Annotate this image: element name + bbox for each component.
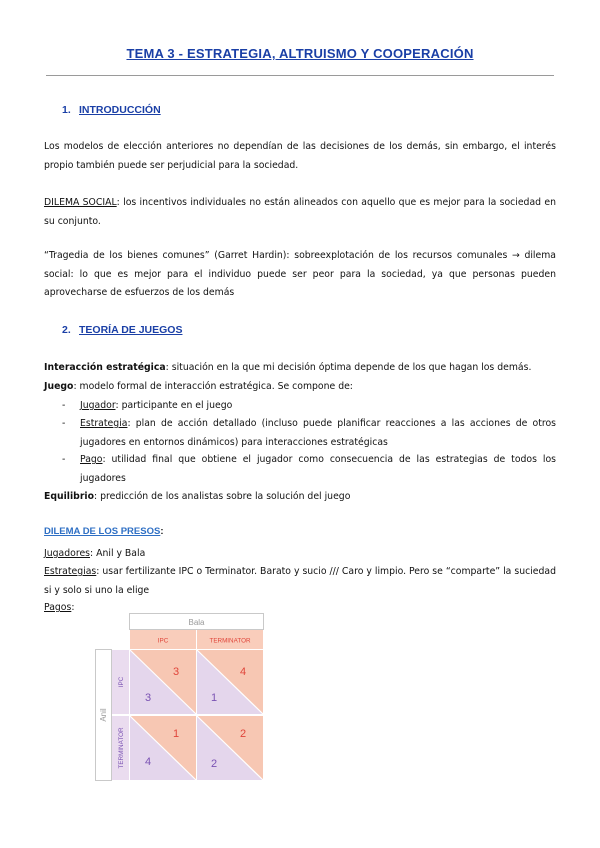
estrategias-label: Estrategias <box>44 566 97 577</box>
list-item-label: Jugador <box>80 400 116 411</box>
list-item-label: Pago <box>80 454 103 465</box>
payoff-bala: 4 <box>239 666 247 678</box>
row-header-terminator: TERMINATOR <box>118 727 125 769</box>
equilibrio-line <box>44 488 556 507</box>
row-player-label: Anil <box>99 708 108 722</box>
list-dash: - <box>62 418 66 429</box>
payoff-anil: 4 <box>144 756 152 768</box>
cell-terminator-ipc <box>130 716 196 780</box>
dilema-presos-colon: : <box>160 526 164 537</box>
pagos-label: Pagos <box>44 602 72 613</box>
interaccion-label: Interacción estratégica <box>44 362 166 373</box>
payoff-bala: 1 <box>172 728 180 740</box>
row-header-ipc: IPC <box>118 676 125 688</box>
dilema-social-text: : los incentivos individuales no están alineados con aquello que es mejor para la sociedad en su conjunto. <box>44 197 556 227</box>
estrategias-text: : usar fertilizante IPC o Terminator. Barato y sucio /// Caro y limpio. Pero se “comparte” la suciedad si y solo si uno la elige <box>44 566 556 596</box>
jugadores-text: : Anil y Bala <box>90 548 146 559</box>
section-title: INTRODUCCIÓN <box>79 104 161 116</box>
payoff-bala: 2 <box>239 728 247 740</box>
col-header-terminator: TERMINATOR <box>209 637 251 645</box>
estrategias-line <box>44 563 556 600</box>
juego-line <box>44 378 556 397</box>
section-heading-introduccion <box>62 104 161 116</box>
section-number: 2. <box>62 324 71 336</box>
title-divider <box>46 75 554 76</box>
jugadores-label: Jugadores <box>44 548 91 559</box>
section-title: TEORÍA DE JUEGOS <box>79 324 183 336</box>
page-title: TEMA 3 - ESTRATEGIA, ALTRUISMO Y COOPERACIÓN <box>126 46 474 61</box>
cell-ipc-ipc <box>130 650 196 714</box>
cell-terminator-terminator <box>197 716 263 780</box>
section-number: 1. <box>62 104 71 116</box>
payoff-bala: 3 <box>172 666 180 678</box>
list-item-text: : utilidad final que obtiene el jugador como consecuencia de las estrategias de todos los jugadores <box>80 454 556 484</box>
payoff-matrix <box>95 613 264 781</box>
list-item-text: : participante en el juego <box>115 400 233 411</box>
equilibrio-text: : predicción de los analistas sobre la solución del juego <box>94 491 351 502</box>
list-item-label: Estrategia <box>80 418 128 429</box>
section-heading-teoria-juegos <box>62 324 182 336</box>
col-player-label: Bala <box>188 618 205 627</box>
list-dash: - <box>62 454 66 465</box>
list-item-body <box>80 397 556 416</box>
tragedia-paragraph: “Tragedia de los bienes comunes” (Garret Hardin): sobreexplotación de los recursos comunales → dilema social: lo que es mejor para el individuo puede ser peor para la sociedad, ya que personas pueden aprovecharse de esfuerzos de los demás <box>44 250 556 298</box>
payoff-anil: 3 <box>144 692 152 704</box>
dilema-social-label: DILEMA SOCIAL <box>44 197 117 208</box>
pagos-colon: : <box>71 602 75 613</box>
dilema-presos-heading <box>44 526 163 537</box>
payoff-anil: 2 <box>210 758 218 770</box>
intro-paragraph: Los modelos de elección anteriores no dependían de las decisiones de los demás, sin embargo, el interés propio también puede ser perjudicial para la sociedad. <box>44 141 556 171</box>
interaccion-line <box>44 359 556 378</box>
juego-label: Juego <box>44 381 74 392</box>
dilema-social-paragraph <box>44 194 556 231</box>
cell-ipc-terminator <box>197 650 263 714</box>
jugadores-line <box>44 545 556 564</box>
interaccion-text: : situación en la que mi decisión óptima depende de los que hagan los demás. <box>165 362 532 373</box>
col-header-ipc: IPC <box>157 637 169 645</box>
list-item-body <box>80 415 556 452</box>
dilema-presos-title: DILEMA DE LOS PRESOS <box>44 526 161 537</box>
payoff-anil: 1 <box>210 692 218 704</box>
juego-text: : modelo formal de interacción estratégica. Se compone de: <box>73 381 353 392</box>
list-item-text: : plan de acción detallado (incluso puede planificar reacciones a las acciones de otros jugadores en entornos dinámicos) para interacciones estratégicas <box>80 418 556 448</box>
list-dash: - <box>62 400 66 411</box>
equilibrio-label: Equilibrio <box>44 491 94 502</box>
list-item-body <box>80 451 556 488</box>
